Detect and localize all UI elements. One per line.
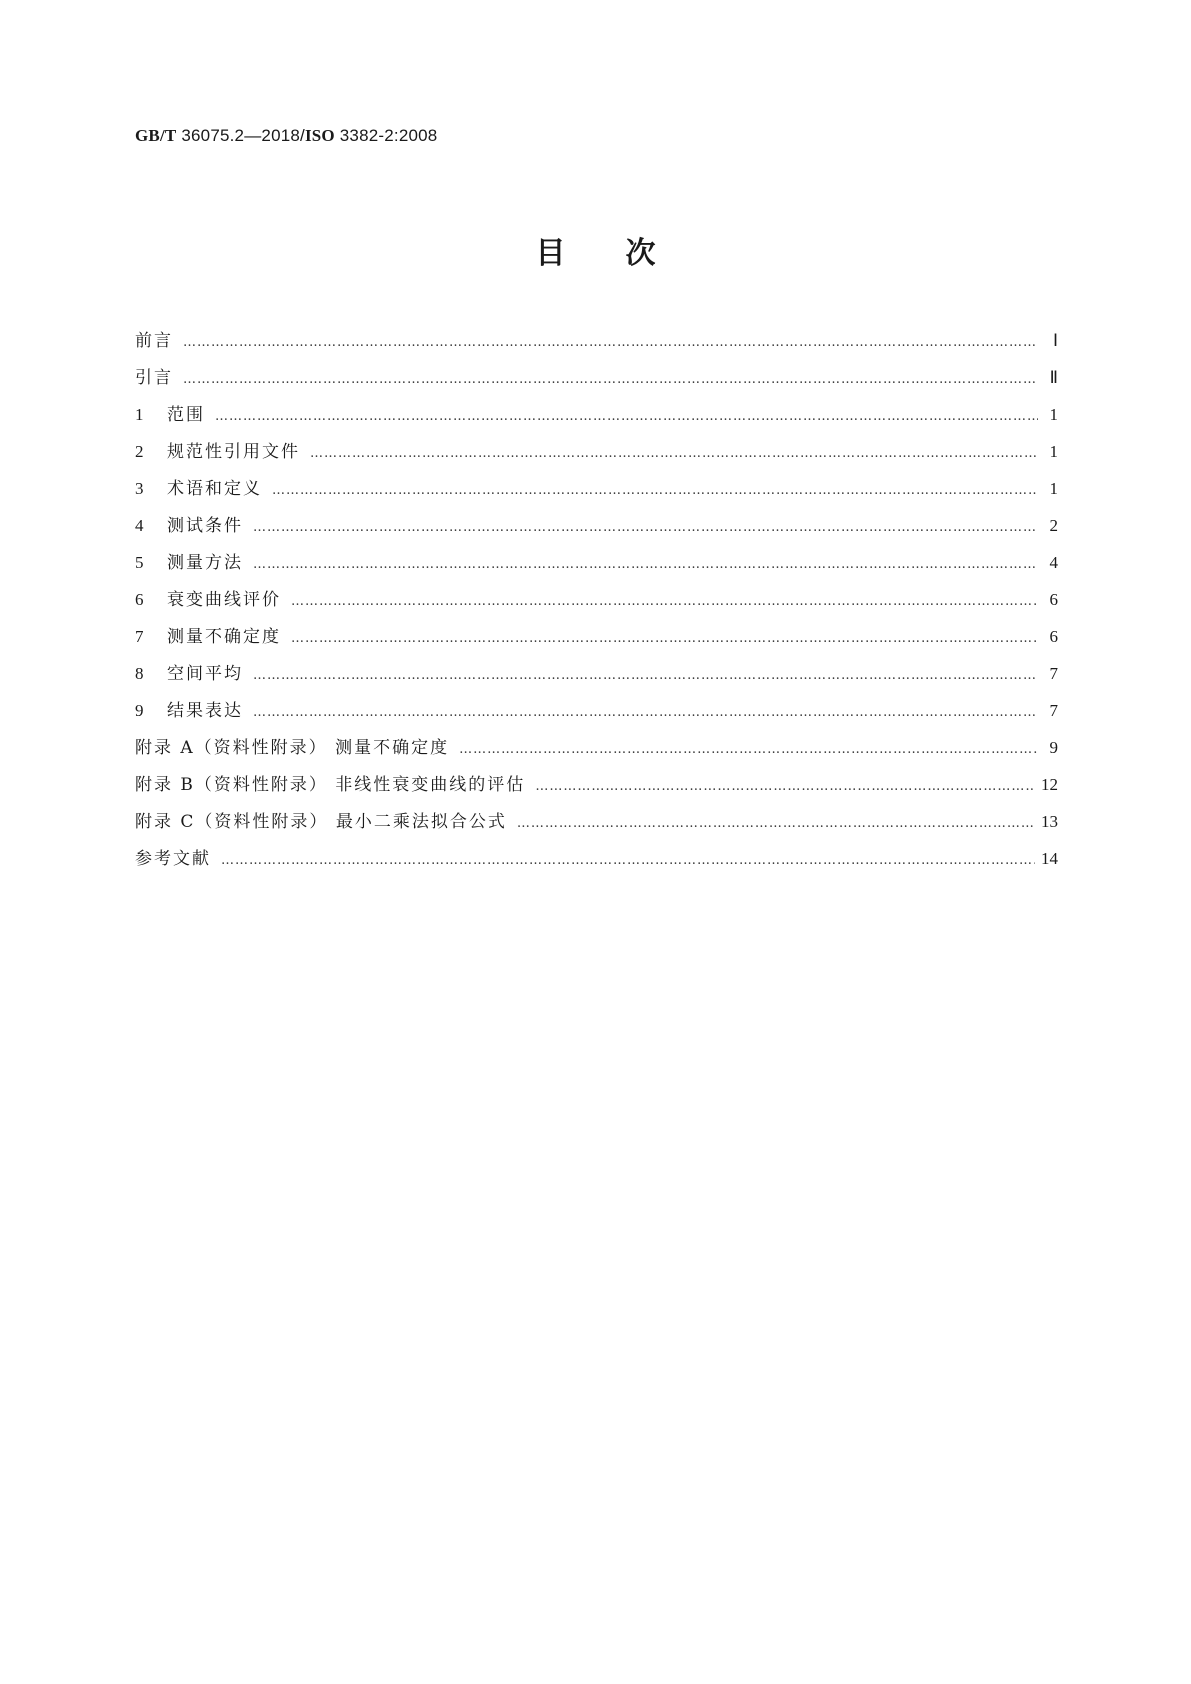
toc-entry-number: 1 <box>135 405 144 424</box>
toc-entry[interactable] <box>135 511 1058 548</box>
toc-entry-number: 6 <box>135 590 144 609</box>
toc-entry[interactable] <box>135 437 1058 474</box>
toc-entry[interactable] <box>135 733 1058 770</box>
toc-entry[interactable] <box>135 622 1058 659</box>
toc-entry-number: 7 <box>135 627 144 646</box>
toc-entry-label: 测试条件 <box>167 516 243 536</box>
toc-entry-page: 9 <box>1049 738 1058 757</box>
toc-leader-dots <box>291 594 1038 609</box>
toc-entry-page: 2 <box>1049 516 1058 535</box>
toc-entry[interactable] <box>135 844 1058 881</box>
toc-entry-number: 9 <box>135 701 144 720</box>
toc-entry[interactable] <box>135 585 1058 622</box>
toc-entry[interactable] <box>135 363 1058 400</box>
toc-entry-number: 2 <box>135 442 144 461</box>
toc-entry-number: 4 <box>135 516 144 535</box>
toc-leader-dots <box>459 742 1038 757</box>
page-title: 目次 <box>535 236 716 271</box>
toc-entry-label: 范围 <box>167 405 205 425</box>
toc-entry[interactable] <box>135 548 1058 585</box>
toc-entry[interactable] <box>135 400 1058 437</box>
toc-entry-page: 7 <box>1049 664 1058 683</box>
toc-entry-page: 13 <box>1041 812 1058 831</box>
toc-leader-dots <box>183 335 1038 350</box>
toc-entry-label: 附录 C（资料性附录） 最小二乘法拟合公式 <box>135 812 507 832</box>
toc-entry-label: 前言 <box>135 331 173 351</box>
toc-entry-label: 参考文献 <box>135 849 211 869</box>
toc-entry[interactable] <box>135 659 1058 696</box>
toc-entry-page: 6 <box>1049 627 1058 646</box>
toc-entry-label: 衰变曲线评价 <box>167 590 281 610</box>
standard-code <box>135 126 437 146</box>
toc-entry-label: 测量方法 <box>167 553 243 573</box>
toc-entry-number: 3 <box>135 479 144 498</box>
toc-entry[interactable] <box>135 326 1058 363</box>
toc-entry-page: 12 <box>1041 775 1058 794</box>
toc-entry-page: 14 <box>1041 849 1058 868</box>
iso-number: 3382-2:2008 <box>334 126 438 145</box>
toc-entry[interactable] <box>135 807 1058 844</box>
standard-prefix: GB/T <box>135 126 177 145</box>
toc-entry-page: 6 <box>1049 590 1058 609</box>
toc-leader-dots <box>253 520 1038 535</box>
toc-leader-dots <box>221 853 1035 868</box>
toc-entry-page: Ⅱ <box>1049 368 1058 387</box>
toc-entry-label: 空间平均 <box>167 664 243 684</box>
toc-leader-dots <box>253 668 1038 683</box>
toc-entry-label: 引言 <box>135 368 173 388</box>
toc-leader-dots <box>535 779 1035 794</box>
toc-entry[interactable] <box>135 770 1058 807</box>
toc-entry-label: 附录 A（资料性附录） 测量不确定度 <box>135 738 450 758</box>
table-of-contents <box>135 326 1058 881</box>
toc-entry-page: 4 <box>1049 553 1058 572</box>
toc-entry-page: 1 <box>1049 405 1058 424</box>
toc-leader-dots <box>183 372 1038 387</box>
toc-entry[interactable] <box>135 474 1058 511</box>
toc-entry-page: 1 <box>1049 442 1058 461</box>
toc-entry-label: 测量不确定度 <box>167 627 281 647</box>
toc-entry-label: 结果表达 <box>167 701 243 721</box>
toc-entry-page: 1 <box>1049 479 1058 498</box>
toc-entry-label: 术语和定义 <box>167 479 262 499</box>
standard-number: 36075.2—2018/ <box>176 126 305 145</box>
toc-entry-page: 7 <box>1049 701 1058 720</box>
toc-leader-dots <box>291 631 1038 646</box>
toc-leader-dots <box>272 483 1038 498</box>
toc-entry-label: 附录 B（资料性附录） 非线性衰变曲线的评估 <box>135 775 526 795</box>
toc-leader-dots <box>253 705 1038 720</box>
toc-entry-number: 5 <box>135 553 144 572</box>
toc-entry-page: Ⅰ <box>1052 331 1058 350</box>
toc-entry-number: 8 <box>135 664 144 683</box>
toc-entry-label: 规范性引用文件 <box>167 442 300 462</box>
toc-leader-dots <box>517 816 1035 831</box>
toc-entry[interactable] <box>135 696 1058 733</box>
toc-leader-dots <box>310 446 1038 461</box>
iso-prefix: ISO <box>304 126 335 145</box>
toc-leader-dots <box>253 557 1038 572</box>
toc-leader-dots <box>215 409 1038 424</box>
